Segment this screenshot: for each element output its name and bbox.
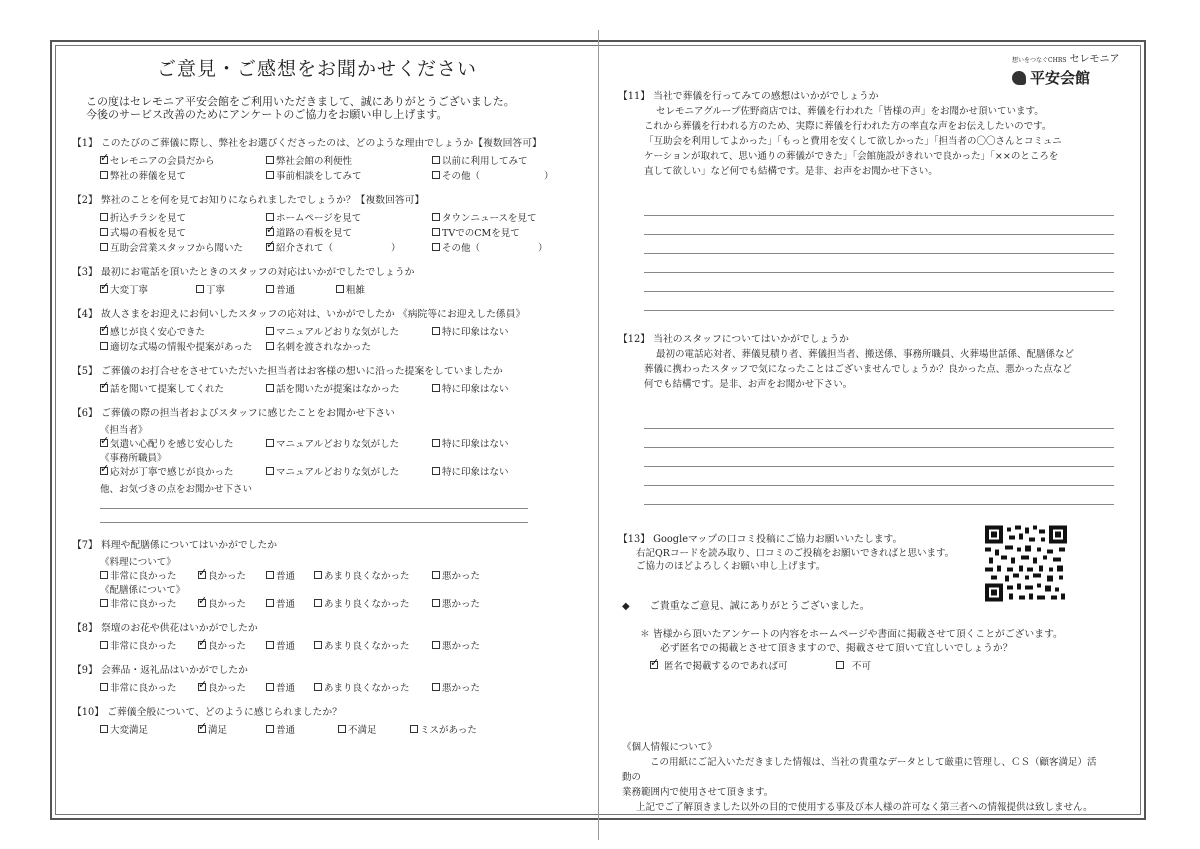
option[interactable] <box>100 168 266 182</box>
option-label: 不満足 <box>348 724 377 736</box>
option[interactable] <box>836 658 871 672</box>
option[interactable] <box>432 436 509 450</box>
checkbox[interactable] <box>432 683 440 691</box>
option-label: その他（ <box>442 170 481 182</box>
option-label: 良かった <box>208 598 247 610</box>
intro-line: この度はセレモニア平安会館をご利用いただきまして、誠にありがとうございました。 <box>86 95 515 108</box>
options-row <box>100 323 562 338</box>
option-label: あまり良くなかった <box>324 570 410 582</box>
option-label: 満足 <box>208 724 228 736</box>
left-page <box>72 48 562 746</box>
option[interactable] <box>432 210 537 224</box>
option-label: 良かった <box>208 682 247 694</box>
option-label: その他（ <box>442 242 481 254</box>
subheading: 《担当者》 <box>100 425 148 436</box>
answer-line[interactable] <box>644 273 1114 292</box>
option[interactable] <box>198 568 266 582</box>
checkbox[interactable] <box>432 571 440 579</box>
option[interactable] <box>100 381 266 395</box>
option-label: 特に印象はない <box>442 383 509 395</box>
option[interactable] <box>100 638 198 652</box>
option-label: マニュアルどおりな気がした <box>276 326 400 338</box>
checkbox[interactable] <box>432 156 440 164</box>
privacy-line: 上記でご了解頂きました以外の目的で使用する事及び本人様の許可なく第三者への情報提供は致しません。 <box>636 802 1093 813</box>
question-4 <box>72 306 562 353</box>
publication-notice <box>640 628 1063 656</box>
option[interactable] <box>266 324 432 338</box>
option-label: 良かった <box>208 640 247 652</box>
option[interactable] <box>198 638 266 652</box>
option-label: あまり良くなかった <box>324 640 410 652</box>
checkbox[interactable] <box>432 243 440 251</box>
checkbox-checked[interactable] <box>100 156 108 164</box>
privacy-line: この用紙にご記入いただきました情報は、当社の貴重なデータとして厳重に管理し、ＣＳ（顧客満足）活動の <box>622 757 1097 783</box>
answer-line[interactable] <box>644 197 1114 216</box>
checkbox[interactable] <box>100 243 108 251</box>
checkbox[interactable] <box>836 661 844 669</box>
option-label: 以前に利用してみて <box>442 155 528 167</box>
option-label: 普通 <box>276 724 296 736</box>
checkbox-checked[interactable] <box>198 725 206 733</box>
checkbox[interactable] <box>314 571 322 579</box>
question-heading: 【1】 このたびのご葬儀に際し、弊社をお選びくださったのは、どのような理由でしょうか【複数回答可】 <box>72 138 542 149</box>
checkbox-checked[interactable] <box>100 439 108 447</box>
question-heading: 【8】 祭壇のお花や供花はいかがでしたか <box>72 623 258 634</box>
checkbox[interactable] <box>314 599 322 607</box>
option[interactable] <box>100 210 266 224</box>
checkbox[interactable] <box>266 213 274 221</box>
option[interactable] <box>314 596 432 610</box>
paragraph-line: 「互助会を利用してよかった」「もっと費用を安くして欲しかった」「担当者の〇〇さんとコミュニ <box>644 136 1062 147</box>
brand-name-text: 平安会館 <box>1030 69 1091 87</box>
answer-line[interactable] <box>644 254 1114 273</box>
option[interactable] <box>100 680 198 694</box>
answer-line[interactable] <box>644 292 1114 311</box>
option[interactable] <box>266 339 371 353</box>
answer-line[interactable] <box>644 235 1114 254</box>
option-label: ホームページを見て <box>276 212 362 224</box>
option-label: 互助会営業スタッフから聞いた <box>110 242 244 254</box>
option-label: 普通 <box>276 640 296 652</box>
checkbox[interactable] <box>266 467 274 475</box>
options-row <box>100 281 562 296</box>
option-label: 良かった <box>208 570 247 582</box>
checkbox-checked[interactable] <box>100 327 108 335</box>
option[interactable] <box>432 596 480 610</box>
option[interactable] <box>432 225 520 239</box>
question-heading: 【4】 故人さまをお迎えにお伺いしたスタッフの応対は、いかがでしたか 《病院等にお迎えした係員》 <box>72 309 526 320</box>
answer-line[interactable] <box>644 448 1114 467</box>
option[interactable] <box>266 680 314 694</box>
options-row <box>100 239 562 254</box>
option[interactable] <box>100 464 266 478</box>
option-label: 特に印象はない <box>442 466 509 478</box>
checkbox-checked[interactable] <box>100 467 108 475</box>
option[interactable] <box>650 658 836 672</box>
privacy-heading: 《個人情報について》 <box>622 742 717 753</box>
option-label: 匿名で掲載するのであれば可 <box>664 661 788 672</box>
option-label: 不可 <box>852 661 872 672</box>
option[interactable] <box>266 464 432 478</box>
option[interactable] <box>432 381 509 395</box>
checkbox-checked[interactable] <box>266 243 274 251</box>
paragraph-line: これから葬儀を行われる方のため、実際に葬儀を行われた方の率直な声をお伝えしたいのです。 <box>644 121 1052 132</box>
question-heading: 【2】 弊社のことを何を見てお知りになられましたでしょうか？【複数回答可】 <box>72 195 425 206</box>
option-label: 話を聞いて提案してくれた <box>110 383 225 395</box>
option-label: 普通 <box>276 284 296 296</box>
page-title: ご意見・ご感想をお聞かせください <box>156 58 477 80</box>
answer-line[interactable] <box>644 216 1114 235</box>
qr-code-icon[interactable] <box>985 525 1067 602</box>
checkbox[interactable] <box>100 641 108 649</box>
option[interactable] <box>266 436 432 450</box>
option-label: 道路の看板を見て <box>276 227 353 239</box>
brand-name-small: セレモニア <box>1069 54 1120 65</box>
option-label: 話を聞いたが提案はなかった <box>276 383 400 395</box>
option[interactable] <box>100 436 266 450</box>
checkbox[interactable] <box>266 285 274 293</box>
option-label: 非常に良かった <box>110 640 177 652</box>
question-2 <box>72 192 562 254</box>
checkbox[interactable] <box>100 228 108 236</box>
question-heading: 【11】 当社で葬儀を行ってみての感想はいかがでしょうか <box>618 91 879 102</box>
checkbox[interactable] <box>100 725 108 733</box>
option-label: 気遣い心配りを感じ安心した <box>110 438 234 450</box>
checkbox[interactable] <box>314 641 322 649</box>
option[interactable] <box>100 282 196 296</box>
question-heading: 【10】 ご葬儀全般について、どのように感じられましたか？ <box>72 707 342 718</box>
comment-lines[interactable] <box>100 495 528 523</box>
checkbox[interactable] <box>100 213 108 221</box>
option-label: 弊社の葬儀を見て <box>110 170 187 182</box>
privacy-line: 業務範囲内で使用させて頂きます。 <box>622 787 774 798</box>
option-label: 普通 <box>276 570 296 582</box>
intro-line: 今後のサービス改善のためにアンケートのご協力をお願い申し上げます。 <box>86 108 448 121</box>
question-heading: 【5】 ご葬儀のお打合せをさせていただいた担当者はお客様の想いに沿った提案をしていましたか <box>72 366 503 377</box>
notice-line: 必ず匿名での掲載とさせて頂きますので、掲載させて頂いて宜しいでしょうか？ <box>660 643 1013 654</box>
checkbox[interactable] <box>266 683 274 691</box>
option[interactable] <box>266 210 432 224</box>
option-label: あまり良くなかった <box>324 682 410 694</box>
question-9 <box>72 662 562 694</box>
answer-lines[interactable] <box>644 197 1114 311</box>
intro <box>86 95 562 121</box>
option-label: 弊社会館の利便性 <box>276 155 353 167</box>
question-heading: 【6】 ご葬儀の際の担当者およびスタッフに感じたことをお聞かせ下さい <box>72 408 395 419</box>
paragraph-line: 最初の電話応対者、葬儀見積り者、葬儀担当者、搬送係、事務所職員、火葬場世話係、配膳係など <box>656 349 1075 360</box>
option-label: 非常に良かった <box>110 682 177 694</box>
option[interactable] <box>432 153 528 167</box>
question-10 <box>72 704 562 736</box>
option[interactable] <box>410 722 477 736</box>
question-heading: 【9】 会葬品・返礼品はいかがでしたか <box>72 665 248 676</box>
checkbox[interactable] <box>432 213 440 221</box>
option-label: 紹介されて（ <box>276 242 334 254</box>
options-row <box>100 209 562 224</box>
option[interactable] <box>100 722 198 736</box>
checkbox[interactable] <box>432 228 440 236</box>
option-label: 悪かった <box>442 640 481 652</box>
option[interactable] <box>100 324 266 338</box>
checkbox[interactable] <box>410 725 418 733</box>
option[interactable] <box>314 680 432 694</box>
checkbox[interactable] <box>432 439 440 447</box>
answer-line[interactable] <box>644 429 1114 448</box>
option[interactable] <box>314 638 432 652</box>
checkbox[interactable] <box>266 641 274 649</box>
checkbox[interactable] <box>432 384 440 392</box>
paragraph-line: ケーションが取れて、思い通りの葬儀ができた」「会館施設がきれいで良かった」「××のところを <box>644 151 1059 162</box>
option-label: 悪かった <box>442 598 481 610</box>
checkbox[interactable] <box>196 285 204 293</box>
paren-close: ） <box>544 170 554 182</box>
option-label: マニュアルどおりな気がした <box>276 466 400 478</box>
options-row <box>100 167 562 182</box>
checkbox[interactable] <box>432 599 440 607</box>
option-label: タウンニュースを見て <box>442 212 537 224</box>
option-label: 名刺を渡されなかった <box>276 341 372 353</box>
option[interactable] <box>432 324 509 338</box>
option[interactable] <box>100 153 266 167</box>
checkbox[interactable] <box>432 641 440 649</box>
option-label: あまり良くなかった <box>324 598 410 610</box>
checkbox-checked[interactable] <box>198 641 206 649</box>
option-label: 悪かった <box>442 682 481 694</box>
paragraph-line: 何でも結構です。是非、お声をお聞かせ下さい。 <box>644 379 853 390</box>
paragraph-line: ご協力のほどよろしくお願い申し上げます。 <box>636 561 826 572</box>
checkbox[interactable] <box>266 439 274 447</box>
option[interactable] <box>266 282 336 296</box>
checkbox[interactable] <box>338 725 346 733</box>
subheading: 《料理について》 <box>100 557 176 568</box>
checkbox[interactable] <box>266 327 274 335</box>
checkbox[interactable] <box>100 571 108 579</box>
question-3 <box>72 264 562 296</box>
paragraph-line: セレモニアグループ佐野商店では、葬儀を行われた「皆様の声」をお聞かせ頂いています。 <box>656 106 1044 117</box>
answer-line[interactable] <box>644 486 1114 505</box>
option-label: 特に印象はない <box>442 326 509 338</box>
privacy-section <box>622 740 1102 815</box>
option[interactable] <box>266 568 314 582</box>
option-label: 丁寧 <box>206 284 226 296</box>
checkbox-checked[interactable] <box>266 228 274 236</box>
checkbox-checked[interactable] <box>650 661 658 669</box>
option-label: 事前相談をしてみて <box>276 170 362 182</box>
option[interactable] <box>266 722 338 736</box>
option[interactable] <box>266 225 432 239</box>
options-row <box>100 595 562 610</box>
paragraph-line: 葬儀に携わったスタッフで気になったことはございませんでしょうか？良かった点、悪かった点など <box>644 364 1072 375</box>
option-label: 非常に良かった <box>110 598 177 610</box>
comment-line[interactable] <box>100 509 528 523</box>
checkbox[interactable] <box>432 327 440 335</box>
question-11 <box>618 88 1128 311</box>
question-12 <box>618 331 1128 505</box>
option[interactable] <box>432 638 480 652</box>
subheading: 《配膳係について》 <box>100 585 186 596</box>
option-label: TVでのCMを見て <box>442 227 520 239</box>
paragraph-line: 右記QRコードを読み取り、口コミのご投稿をお願いできればと思います。 <box>636 548 955 559</box>
option[interactable] <box>100 568 198 582</box>
notice-line: ＊ 皆様から頂いたアンケートの内容をホームページや書面に掲載させて頂くことがございます。 <box>640 629 1063 640</box>
option-label: 感じが良く安心できた <box>110 326 206 338</box>
option[interactable] <box>100 339 266 353</box>
option[interactable] <box>314 568 432 582</box>
question-7 <box>72 537 562 610</box>
option-label: 特に印象はない <box>442 438 509 450</box>
option-label: 悪かった <box>442 570 481 582</box>
options-row <box>100 463 562 478</box>
option[interactable] <box>100 225 266 239</box>
option-label: 応対が丁寧で感じが良かった <box>110 466 234 478</box>
options-row <box>100 152 562 167</box>
checkbox[interactable] <box>100 342 108 350</box>
answer-line[interactable] <box>644 467 1114 486</box>
checkbox[interactable] <box>266 725 274 733</box>
question-heading: 【12】 当社のスタッフについてはいかがでしょうか <box>618 334 849 345</box>
question-5 <box>72 363 562 395</box>
question-heading: 【13】 Googleマップの口コミ投稿にご協力お願いいたします。 <box>618 534 903 545</box>
option[interactable] <box>336 282 365 296</box>
option[interactable] <box>432 568 480 582</box>
option-label: 大変丁寧 <box>110 284 149 296</box>
option[interactable] <box>266 381 432 395</box>
option[interactable] <box>338 722 410 736</box>
question-6 <box>72 405 562 523</box>
checkbox-checked[interactable] <box>198 599 206 607</box>
option[interactable] <box>196 282 266 296</box>
option[interactable] <box>100 596 198 610</box>
option[interactable] <box>266 596 314 610</box>
option-label: ミスがあった <box>420 724 477 736</box>
option-label: マニュアルどおりな気がした <box>276 438 400 450</box>
paren-close: ） <box>538 242 548 254</box>
question-heading: 【3】 最初にお電話を頂いたときのスタッフの対応はいかがでしたでしょうか <box>72 267 415 278</box>
checkbox-checked[interactable] <box>100 285 108 293</box>
option[interactable] <box>432 680 480 694</box>
other-comments-label: 他、お気づきの点をお聞かせ下さい <box>100 484 253 495</box>
checkbox[interactable] <box>266 171 274 179</box>
checkbox[interactable] <box>266 599 274 607</box>
option[interactable] <box>432 464 509 478</box>
paragraph-line: 直して欲しい」など何でも結構です。是非、お声をお聞かせ下さい。 <box>644 166 938 177</box>
option[interactable] <box>100 240 266 254</box>
answer-lines[interactable] <box>644 410 1114 505</box>
subheading: 《事務所職員》 <box>100 453 167 464</box>
option[interactable] <box>432 240 548 254</box>
brand-tagline-text: 想いをつなぐCHRS <box>1012 57 1067 64</box>
question-heading: 【7】 料理や配膳係についてはいかがでしたか <box>72 540 278 551</box>
option-label: 非常に良かった <box>110 570 177 582</box>
checkbox[interactable] <box>336 285 344 293</box>
checkbox[interactable] <box>432 467 440 475</box>
option[interactable] <box>432 168 554 182</box>
checkbox[interactable] <box>100 683 108 691</box>
option[interactable] <box>266 168 432 182</box>
option-label: 大変満足 <box>110 724 149 736</box>
checkbox-checked[interactable] <box>198 683 206 691</box>
paren-close: ） <box>391 242 401 254</box>
options-row <box>100 679 562 694</box>
option[interactable] <box>266 153 432 167</box>
question-1 <box>72 135 562 182</box>
option-label: セレモニアの会員だから <box>110 155 215 167</box>
checkbox[interactable] <box>266 156 274 164</box>
option-label: 普通 <box>276 598 296 610</box>
checkbox[interactable] <box>266 571 274 579</box>
option-label: 粗雑 <box>346 284 366 296</box>
checkbox-checked[interactable] <box>100 384 108 392</box>
options-row <box>100 435 562 450</box>
option[interactable] <box>198 596 266 610</box>
checkbox[interactable] <box>432 171 440 179</box>
options-row <box>100 721 562 736</box>
thanks-message: ◆ ご貴重なご意見、誠にありがとうございました。 <box>622 601 870 612</box>
option[interactable] <box>266 240 432 254</box>
option-label: 式場の看板を見て <box>110 227 187 239</box>
fold-line <box>598 30 599 840</box>
option-label: 適切な式場の情報や提案があった <box>110 341 253 353</box>
checkbox[interactable] <box>314 683 322 691</box>
checkbox-checked[interactable] <box>198 571 206 579</box>
checkbox[interactable] <box>266 342 274 350</box>
options-row <box>100 637 562 652</box>
option-label: 普通 <box>276 682 296 694</box>
options-row <box>100 224 562 239</box>
options-row <box>100 567 562 582</box>
checkbox[interactable] <box>100 171 108 179</box>
option[interactable] <box>198 722 266 736</box>
options-row <box>100 338 562 353</box>
option[interactable] <box>266 638 314 652</box>
comment-line[interactable] <box>100 495 528 509</box>
publication-options <box>650 658 871 672</box>
checkbox[interactable] <box>100 599 108 607</box>
option-label: 折込チラシを見て <box>110 212 187 224</box>
checkbox[interactable] <box>266 384 274 392</box>
question-8 <box>72 620 562 652</box>
option[interactable] <box>198 680 266 694</box>
right-page <box>618 48 1128 583</box>
answer-line[interactable] <box>644 410 1114 429</box>
options-row <box>100 380 562 395</box>
